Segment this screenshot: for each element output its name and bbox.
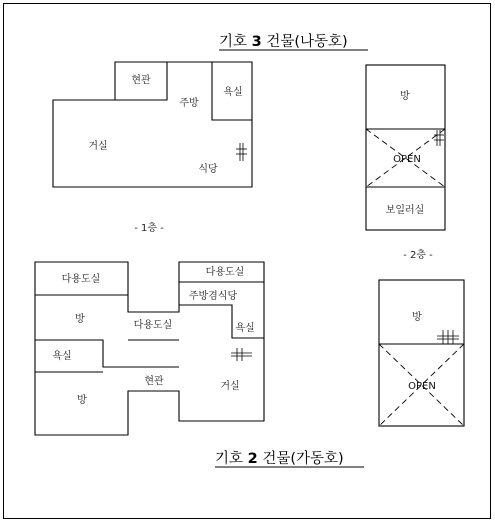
multi-room-label: 다용도실	[133, 320, 173, 331]
page-frame	[4, 4, 491, 519]
room-label: 방	[400, 91, 410, 102]
open-label: OPEN	[393, 154, 421, 165]
building3-floor2-plan	[366, 65, 445, 230]
dining-label: 식당	[198, 164, 218, 175]
open-label: OPEN	[408, 381, 436, 392]
title-building-2: 기호 2 건물(가동호)	[215, 451, 344, 467]
building2-floor1-plan	[35, 262, 264, 435]
entrance-label: 현관	[131, 75, 151, 86]
floor-label-2: - 2층 -	[403, 250, 433, 261]
living-label: 거실	[220, 381, 240, 392]
room-label: 방	[77, 395, 87, 406]
building2-floor2-outline	[379, 280, 464, 426]
multi-room-label: 다용도실	[61, 274, 101, 285]
building3-floor1-outline	[53, 62, 252, 187]
building2-floor2-plan	[379, 280, 464, 426]
kitchen-dining-label: 주방겸식당	[188, 291, 238, 302]
building3-floor1-plan	[53, 62, 252, 187]
title-building-3: 기호 3 건물(나동호)	[219, 34, 348, 50]
bath-label: 욕실	[223, 87, 243, 98]
floor-label-1: - 1층 -	[134, 223, 164, 234]
building2-floor1-outline	[35, 262, 264, 435]
entrance-label: 현관	[144, 376, 164, 387]
room-label: 방	[75, 314, 85, 325]
living-label: 거실	[88, 141, 108, 152]
bath-label: 욕실	[52, 351, 72, 362]
kitchen-label: 주방	[179, 98, 199, 109]
room-label: 방	[412, 312, 422, 323]
bath-label: 욕실	[235, 323, 255, 334]
multi-room-label: 다용도실	[205, 267, 245, 278]
boiler-room-label: 보일러실	[385, 205, 425, 216]
